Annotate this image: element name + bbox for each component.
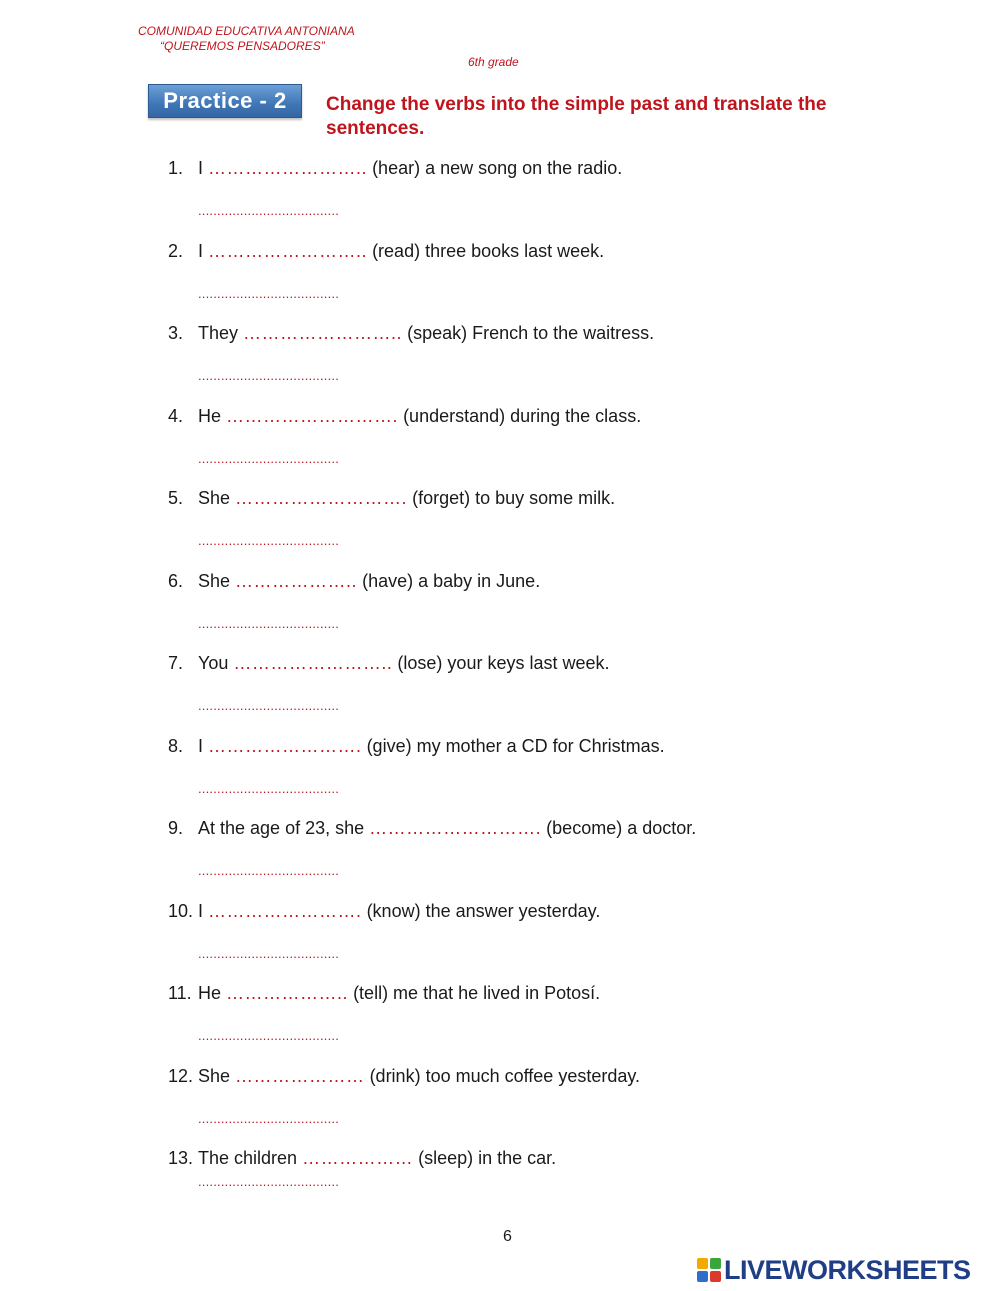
item-number: 7. — [168, 653, 184, 673]
liveworksheets-brand — [697, 1255, 971, 1285]
translation-blank[interactable]: ..................................... — [198, 698, 340, 713]
sentence-rest: (understand) during the class. — [403, 405, 642, 426]
sentence-rest: (become) a doctor. — [546, 818, 697, 838]
sentence-rest: (sleep) in the car. — [418, 1148, 557, 1168]
translation-blank[interactable]: ..................................... — [198, 780, 340, 796]
verb-blank[interactable]: …………………….. — [208, 158, 368, 178]
item-number: 12. — [168, 1065, 194, 1086]
item-number: 1. — [168, 158, 184, 178]
exercise-item — [168, 652, 868, 735]
translation-blank[interactable]: ..................................... — [198, 945, 340, 961]
sentence-subject: The children — [198, 1148, 298, 1168]
verb-blank[interactable]: ……………… — [302, 1148, 414, 1168]
exercise-sentence — [168, 240, 604, 262]
exercise-item — [168, 1147, 868, 1230]
item-number: 3. — [168, 323, 184, 343]
school-name: COMUNIDAD EDUCATIVA ANTONIANA — [138, 24, 355, 38]
verb-blank[interactable]: ……………………. — [208, 900, 362, 921]
item-number: 4. — [168, 405, 184, 426]
exercise-item — [168, 570, 868, 653]
liveworksheets-logo-icon — [697, 1258, 721, 1282]
school-motto: “QUEREMOS PENSADORES” — [160, 39, 325, 53]
item-number: 9. — [168, 818, 184, 838]
exercise-item — [168, 487, 868, 570]
sentence-subject: I — [198, 900, 204, 921]
exercise-sentence — [168, 652, 610, 674]
brand-name: LIVEWORKSHEETS — [724, 1254, 971, 1285]
item-number: 5. — [168, 488, 184, 508]
sentence-rest: (know) the answer yesterday. — [366, 900, 601, 921]
exercise-item — [168, 1065, 868, 1148]
sentence-subject: At the age of 23, she — [198, 818, 365, 838]
verb-blank[interactable]: ………………………. — [235, 488, 408, 508]
translation-blank[interactable]: ..................................... — [198, 1174, 340, 1189]
sentence-rest: (lose) your keys last week. — [397, 653, 610, 673]
exercise-list — [168, 157, 868, 1230]
translation-blank[interactable]: ..................................... — [198, 863, 340, 878]
school-header — [138, 24, 355, 54]
sentence-rest: (forget) to buy some milk. — [412, 488, 616, 508]
exercise-sentence — [168, 405, 641, 427]
verb-blank[interactable]: ……………………. — [208, 735, 362, 756]
exercise-sentence — [168, 322, 654, 344]
sentence-subject: I — [198, 240, 204, 261]
exercise-item — [168, 240, 868, 323]
practice-badge: Practice - 2 — [148, 84, 302, 118]
translation-blank[interactable]: ..................................... — [198, 1028, 340, 1043]
translation-blank[interactable]: ..................................... — [198, 368, 340, 383]
grade-label: 6th grade — [468, 55, 519, 69]
exercise-item — [168, 982, 868, 1065]
item-number: 10. — [168, 900, 194, 921]
sentence-rest: (give) my mother a CD for Christmas. — [366, 735, 665, 756]
sentence-subject: He — [198, 983, 222, 1003]
sentence-rest: (tell) me that he lived in Potosí. — [353, 983, 601, 1003]
sentence-subject: She — [198, 488, 231, 508]
verb-blank[interactable]: ………………… — [235, 1065, 365, 1086]
item-number: 6. — [168, 570, 184, 591]
item-number: 11. — [168, 983, 192, 1003]
item-number: 8. — [168, 735, 184, 756]
translation-blank[interactable]: ..................................... — [198, 203, 340, 218]
sentence-subject: She — [198, 1065, 231, 1086]
exercise-sentence — [168, 735, 665, 757]
translation-blank[interactable]: ..................................... — [198, 1110, 340, 1126]
exercise-sentence — [168, 1147, 556, 1169]
exercise-item — [168, 322, 868, 405]
sentence-rest: (have) a baby in June. — [362, 570, 541, 591]
sentence-rest: (speak) French to the waitress. — [407, 323, 655, 343]
sentence-subject: They — [198, 323, 239, 343]
page-number: 6 — [503, 1228, 512, 1245]
verb-blank[interactable]: ……………….. — [226, 983, 349, 1003]
sentence-subject: I — [198, 735, 204, 756]
exercise-sentence — [168, 817, 696, 839]
verb-blank[interactable]: …………………….. — [243, 323, 403, 343]
exercise-item — [168, 900, 868, 983]
exercise-item — [168, 817, 868, 900]
sentence-rest: (read) three books last week. — [372, 240, 605, 261]
sentence-subject: I — [198, 158, 204, 178]
sentence-rest: (hear) a new song on the radio. — [372, 158, 623, 178]
translation-blank[interactable]: ..................................... — [198, 533, 340, 548]
verb-blank[interactable]: ……………….. — [235, 570, 358, 591]
sentence-subject: He — [198, 405, 222, 426]
exercise-sentence — [168, 570, 540, 592]
exercise-sentence — [168, 900, 600, 922]
exercise-sentence — [168, 487, 615, 509]
sentence-subject: You — [198, 653, 229, 673]
instruction-text: Change the verbs into the simple past and translate the sentences. — [326, 94, 827, 139]
exercise-sentence — [168, 982, 600, 1004]
translation-blank[interactable]: ..................................... — [198, 450, 340, 466]
verb-blank[interactable]: …………………….. — [208, 240, 368, 261]
exercise-sentence — [168, 1065, 640, 1087]
item-number: 2. — [168, 240, 184, 261]
translation-blank[interactable]: ..................................... — [198, 285, 340, 301]
verb-blank[interactable]: ………………………. — [369, 818, 542, 838]
verb-blank[interactable]: ………………………. — [226, 405, 399, 426]
item-number: 13. — [168, 1148, 194, 1168]
exercise-item — [168, 405, 868, 488]
translation-blank[interactable]: ..................................... — [198, 615, 340, 631]
sentence-subject: She — [198, 570, 231, 591]
verb-blank[interactable]: …………………….. — [233, 653, 393, 673]
exercise-item — [168, 735, 868, 818]
exercise-item — [168, 157, 868, 240]
exercise-sentence — [168, 157, 622, 179]
sentence-rest: (drink) too much coffee yesterday. — [369, 1065, 641, 1086]
